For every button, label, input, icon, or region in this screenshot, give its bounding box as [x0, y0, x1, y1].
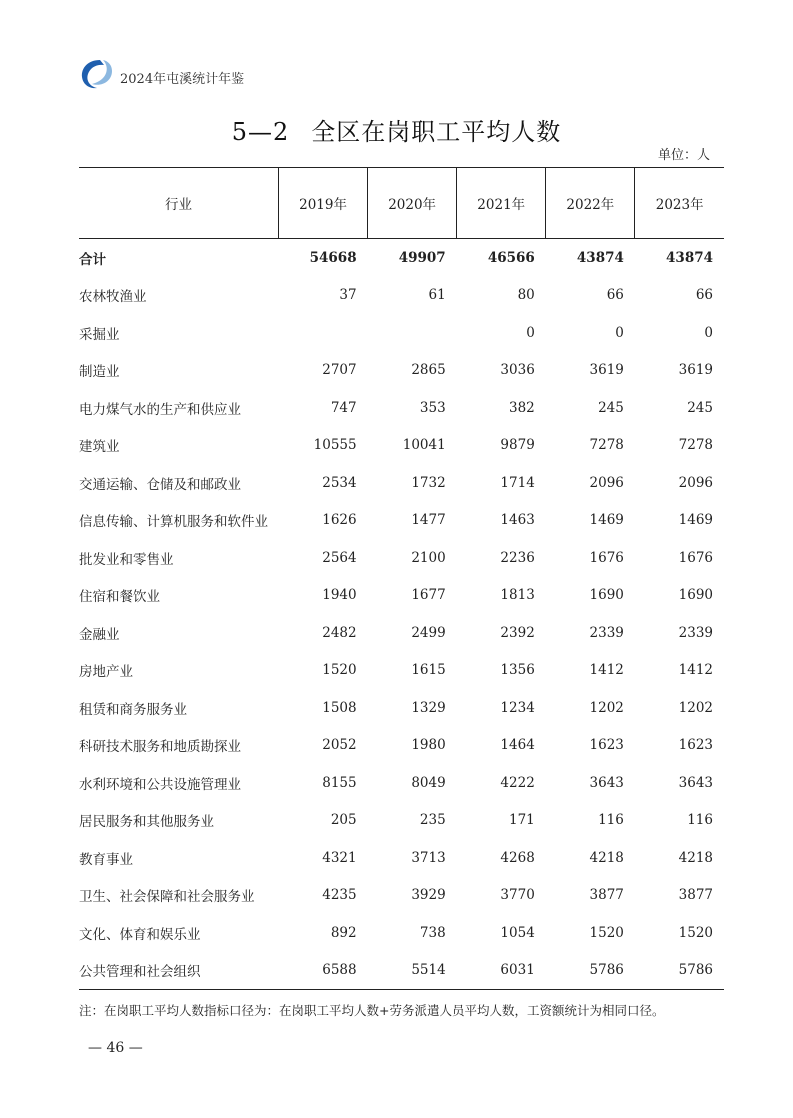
value-cell: 1714 [500, 474, 535, 491]
industry-cell: 教育事业 [79, 851, 133, 868]
table-row [79, 764, 724, 802]
table-row [79, 502, 724, 540]
value-cell: 2100 [411, 549, 446, 566]
industry-cell: 电力煤气水的生产和供应业 [79, 401, 241, 418]
value-cell: 3619 [589, 362, 624, 379]
value-cell: 3929 [411, 887, 446, 904]
value-cell: 2236 [500, 549, 535, 566]
industry-cell: 居民服务和其他服务业 [79, 814, 214, 831]
value-cell: 245 [598, 399, 624, 416]
value-cell: 2707 [322, 362, 357, 379]
industry-cell: 批发业和零售业 [79, 551, 174, 568]
value-cell [368, 314, 457, 352]
value-cell: 1732 [411, 474, 446, 491]
value-cell: 1463 [500, 512, 535, 529]
value-cell: 3036 [500, 362, 535, 379]
value-cell: 1690 [678, 587, 713, 604]
value-cell: 43874 [666, 249, 713, 266]
table-row [79, 239, 724, 277]
value-cell: 1623 [589, 737, 624, 754]
value-cell: 2865 [411, 362, 446, 379]
column-header: 2019年 [279, 168, 368, 239]
value-cell: 235 [419, 812, 446, 829]
table-row [79, 314, 724, 352]
value-cell: 4235 [322, 887, 357, 904]
value-cell: 245 [687, 399, 713, 416]
industry-cell: 采掘业 [79, 326, 120, 343]
column-header: 2020年 [368, 168, 457, 239]
value-cell: 2096 [589, 474, 624, 491]
column-header: 2023年 [635, 168, 724, 239]
page-title [0, 112, 793, 147]
value-cell: 80 [517, 287, 535, 304]
table-row [79, 464, 724, 502]
value-cell: 1520 [678, 924, 713, 941]
column-header: 2022年 [546, 168, 635, 239]
value-cell: 49907 [398, 249, 446, 266]
value-cell: 2339 [678, 624, 713, 641]
value-cell: 2499 [411, 624, 446, 641]
value-cell: 1469 [589, 512, 624, 529]
value-cell: 10041 [402, 437, 446, 454]
value-cell: 1234 [500, 699, 535, 716]
table-row [79, 427, 724, 465]
value-cell [279, 314, 368, 352]
value-cell: 43874 [576, 249, 624, 266]
value-cell: 2482 [322, 624, 357, 641]
value-cell: 1623 [678, 737, 713, 754]
value-cell: 4218 [678, 849, 713, 866]
value-cell: 353 [419, 399, 446, 416]
value-cell: 3770 [500, 887, 535, 904]
data-table [79, 167, 724, 990]
value-cell: 116 [687, 812, 713, 829]
value-cell: 1464 [500, 737, 535, 754]
value-cell: 1626 [322, 512, 357, 529]
value-cell: 4222 [500, 774, 535, 791]
table-row [79, 877, 724, 915]
column-header: 行业 [79, 168, 279, 239]
table-row [79, 802, 724, 840]
value-cell: 66 [695, 287, 713, 304]
yearbook-title: 2024年屯溪统计年鉴 [120, 71, 245, 87]
table-row [79, 652, 724, 690]
value-cell: 4321 [322, 849, 357, 866]
table-row [79, 727, 724, 765]
header-row [79, 168, 724, 239]
industry-cell: 制造业 [79, 364, 120, 381]
value-cell: 1940 [322, 587, 357, 604]
yearbook-logo-icon [78, 56, 116, 92]
value-cell: 5786 [635, 952, 724, 990]
value-cell: 1469 [678, 512, 713, 529]
value-cell: 2534 [322, 474, 357, 491]
table-row [79, 277, 724, 315]
industry-cell: 房地产业 [79, 664, 133, 681]
value-cell: 1477 [411, 512, 446, 529]
value-cell: 1677 [411, 587, 446, 604]
column-header: 2021年 [457, 168, 546, 239]
table-row [79, 689, 724, 727]
value-cell: 1520 [322, 662, 357, 679]
table-number: 5—2 [231, 118, 290, 146]
value-cell: 747 [330, 399, 357, 416]
table-row [79, 839, 724, 877]
value-cell: 1676 [589, 549, 624, 566]
value-cell: 46566 [487, 249, 535, 266]
value-cell: 1676 [678, 549, 713, 566]
table-row [79, 389, 724, 427]
industry-cell: 租赁和商务服务业 [79, 701, 187, 718]
value-cell: 1615 [411, 662, 446, 679]
value-cell: 7278 [678, 437, 713, 454]
industry-cell: 合计 [79, 251, 106, 268]
value-cell: 892 [330, 924, 357, 941]
value-cell: 0 [526, 324, 535, 341]
value-cell: 2564 [322, 549, 357, 566]
value-cell: 8049 [411, 774, 446, 791]
value-cell: 2392 [500, 624, 535, 641]
value-cell: 8155 [322, 774, 357, 791]
value-cell: 3877 [589, 887, 624, 904]
value-cell: 738 [419, 924, 446, 941]
value-cell: 54668 [309, 249, 357, 266]
value-cell: 66 [606, 287, 624, 304]
value-cell: 2052 [322, 737, 357, 754]
value-cell: 1980 [411, 737, 446, 754]
value-cell: 3643 [678, 774, 713, 791]
industry-cell: 科研技术服务和地质勘探业 [79, 739, 241, 756]
industry-cell: 农林牧渔业 [79, 289, 147, 306]
value-cell: 116 [598, 812, 624, 829]
value-cell: 3877 [678, 887, 713, 904]
industry-cell: 交通运输、仓储及和邮政业 [79, 476, 241, 493]
value-cell: 5786 [546, 952, 635, 990]
value-cell: 6031 [457, 952, 546, 990]
industry-cell: 建筑业 [79, 439, 120, 456]
value-cell: 382 [509, 399, 535, 416]
value-cell: 0 [704, 324, 713, 341]
value-cell: 5514 [368, 952, 457, 990]
industry-cell: 卫生、社会保障和社会服务业 [79, 889, 255, 906]
industry-cell: 文化、体育和娱乐业 [79, 926, 201, 943]
table-row [79, 577, 724, 615]
value-cell: 2096 [678, 474, 713, 491]
value-cell: 7278 [589, 437, 624, 454]
value-cell: 2339 [589, 624, 624, 641]
table-row [79, 914, 724, 952]
table-row [79, 539, 724, 577]
value-cell: 1813 [500, 587, 535, 604]
value-cell: 1329 [411, 699, 446, 716]
unit-label: 单位：人 [657, 148, 710, 163]
table-row [79, 614, 724, 652]
value-cell: 171 [509, 812, 535, 829]
page-number: — 46 — [88, 1040, 143, 1056]
value-cell: 1412 [589, 662, 624, 679]
value-cell: 1202 [589, 699, 624, 716]
value-cell: 1054 [500, 924, 535, 941]
table-row [79, 352, 724, 390]
table-row [79, 952, 724, 990]
value-cell: 1356 [500, 662, 535, 679]
value-cell: 3643 [589, 774, 624, 791]
value-cell: 9879 [500, 437, 535, 454]
value-cell: 205 [330, 812, 357, 829]
value-cell: 1520 [589, 924, 624, 941]
industry-cell: 公共管理和社会组织 [79, 952, 279, 990]
value-cell: 4218 [589, 849, 624, 866]
value-cell: 0 [615, 324, 624, 341]
value-cell: 10555 [313, 437, 357, 454]
value-cell: 1202 [678, 699, 713, 716]
value-cell: 1508 [322, 699, 357, 716]
industry-cell: 水利环境和公共设施管理业 [79, 776, 241, 793]
value-cell: 37 [339, 287, 357, 304]
value-cell: 61 [428, 287, 446, 304]
industry-cell: 金融业 [79, 626, 120, 643]
table-title-text: 全区在岗职工平均人数 [311, 118, 562, 146]
value-cell: 4268 [500, 849, 535, 866]
value-cell: 1412 [678, 662, 713, 679]
industry-cell: 信息传输、计算机服务和软件业 [79, 514, 268, 531]
footnote: 注：在岗职工平均人数指标口径为：在岗职工平均人数+劳务派遣人员平均人数，工资额统计为相同口径。 [79, 1003, 665, 1018]
value-cell: 1690 [589, 587, 624, 604]
page-header [78, 56, 244, 92]
value-cell: 6588 [279, 952, 368, 990]
value-cell: 3619 [678, 362, 713, 379]
industry-cell: 住宿和餐饮业 [79, 589, 160, 606]
value-cell: 3713 [411, 849, 446, 866]
